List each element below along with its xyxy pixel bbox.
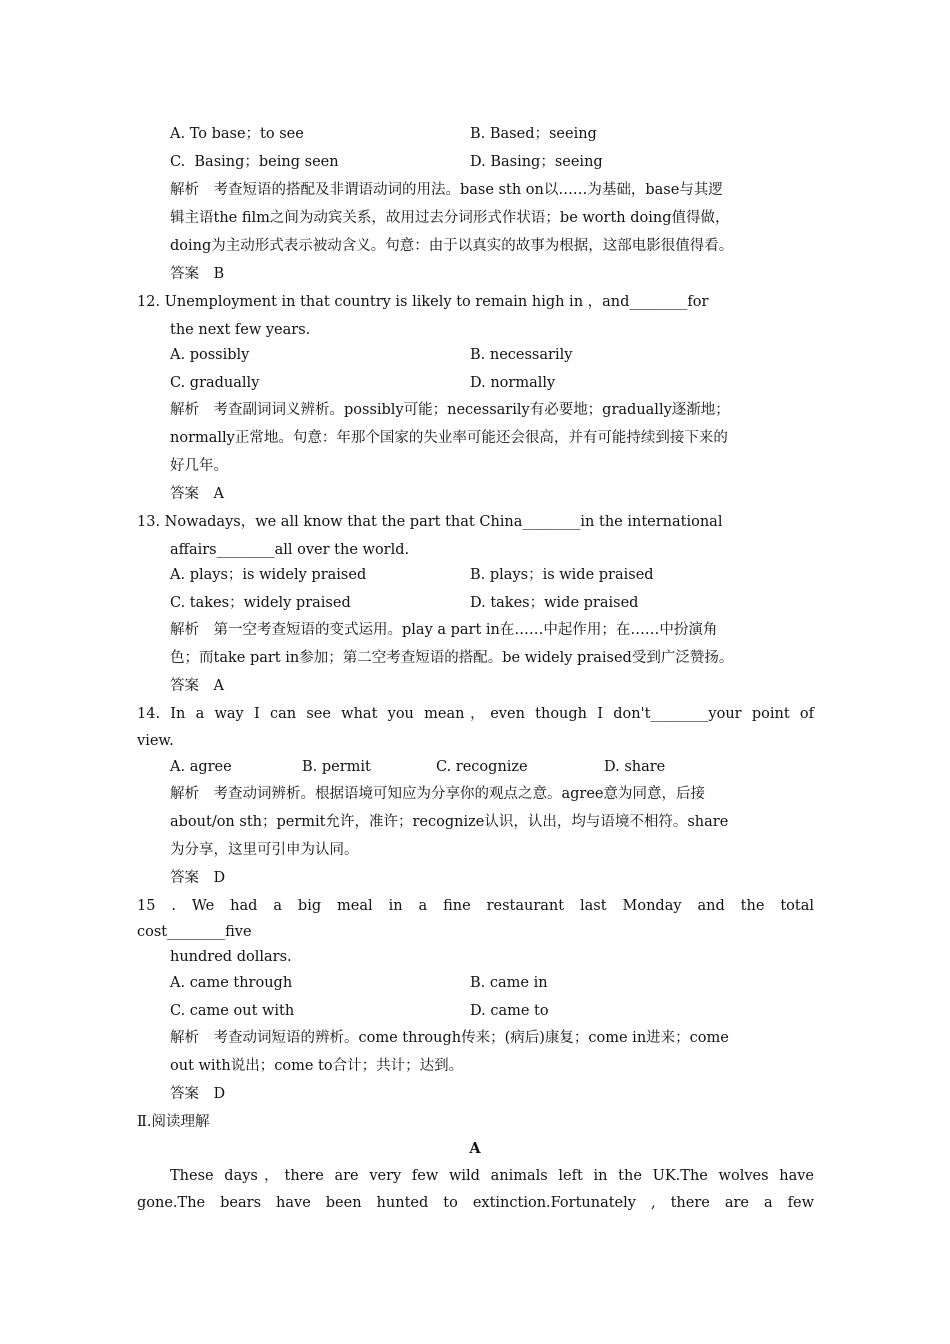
q15-option-b: B. came in xyxy=(470,975,548,991)
section-heading: Ⅱ.阅读理解 xyxy=(137,1114,210,1130)
q15-option-a: A. came through xyxy=(170,975,293,991)
q13-stem-line-2: affairs________all over the world. xyxy=(170,542,410,558)
q15-stem-line-2: cost________five xyxy=(137,924,252,940)
q13-option-d: D. takes；wide praised xyxy=(470,595,639,611)
q11-analysis-line-3: doing为主动形式表示被动含义。句意：由于以真实的故事为根据，这部电影很值得看。 xyxy=(170,238,734,254)
q14-stem-line-2: view. xyxy=(137,733,174,749)
q14-analysis-line-1: 解析 考查动词辨析。根据语境可知应为分享你的观点之意。agree意为同意，后接 xyxy=(170,786,706,802)
q15-option-c: C. came out with xyxy=(170,1003,295,1019)
q14-option-c: C. recognize xyxy=(436,759,528,775)
q15-stem-line-1: 15 . We had a big meal in a fine restaurant last Monday and the total xyxy=(137,898,814,914)
q15-stem-line-3: hundred dollars. xyxy=(170,949,292,965)
q12-analysis-line-3: 好几年。 xyxy=(170,458,228,474)
q11-analysis-line-2: 辑主语the film之间为动宾关系，故用过去分词形式作状语；be worth doing值得做， xyxy=(170,210,730,226)
q12-stem-line-1: 12. Unemployment in that country is likely to remain high in ，and________for xyxy=(137,294,709,310)
q11-option-a: A. To base；to see xyxy=(170,126,304,142)
q14-stem-line-1: 14. In a way I can see what you mean，even though I don't________your point of xyxy=(137,706,814,722)
q13-option-a: A. plays；is widely praised xyxy=(170,567,367,583)
q14-option-b: B. permit xyxy=(302,759,371,775)
q12-option-b: B. necessarily xyxy=(470,347,573,363)
passage-line-2: gone.The bears have been hunted to extinction.Fortunately , there are a few xyxy=(137,1195,814,1211)
q14-option-d: D. share xyxy=(604,759,666,775)
q13-stem-line-1: 13. Nowadays，we all know that the part that China________in the international xyxy=(137,514,723,530)
q14-analysis-line-3: 为分享，这里可引申为认同。 xyxy=(170,842,359,858)
q13-analysis-line-2: 色；而take part in参加；第二空考查短语的搭配。be widely praised受到广泛赞扬。 xyxy=(170,650,734,666)
q14-option-a: A. agree xyxy=(170,759,232,775)
q13-answer: 答案 A xyxy=(170,678,224,694)
q15-answer: 答案 D xyxy=(170,1086,226,1102)
q12-option-c: C. gradually xyxy=(170,375,260,391)
q15-option-d: D. came to xyxy=(470,1003,549,1019)
q11-analysis-line-1: 解析 考查短语的搭配及非谓语动词的用法。base sth on以……为基础，base与其逻 xyxy=(170,182,723,198)
q11-option-b: B. Based；seeing xyxy=(470,126,597,142)
q14-analysis-line-2: about/on sth；permit允许，准许；recognize认识，认出，均与语境不相符。share xyxy=(170,814,729,830)
q11-option-d: D. Basing；seeing xyxy=(470,154,603,170)
q15-analysis-line-2: out with说出；come to合计；共计；达到。 xyxy=(170,1058,464,1074)
q13-option-c: C. takes；widely praised xyxy=(170,595,351,611)
q11-option-c: C. Basing；being seen xyxy=(170,154,339,170)
q13-option-b: B. plays；is wide praised xyxy=(470,567,654,583)
q12-answer: 答案 A xyxy=(170,486,224,502)
passage-line-1: These days，there are very few wild animals left in the UK.The wolves have xyxy=(170,1168,814,1184)
q12-analysis-line-1: 解析 考查副词词义辨析。possibly可能；necessarily有必要地；gradually逐渐地； xyxy=(170,402,730,418)
q13-analysis-line-1: 解析 第一空考查短语的变式运用。play a part in在……中起作用；在……中扮演角 xyxy=(170,622,718,638)
q11-answer: 答案 B xyxy=(170,266,225,282)
passage-title: A xyxy=(469,1140,481,1157)
q12-option-a: A. possibly xyxy=(170,347,250,363)
q15-analysis-line-1: 解析 考查动词短语的辨析。come through传来；(病后)康复；come in进来；come xyxy=(170,1030,729,1046)
q12-option-d: D. normally xyxy=(470,375,556,391)
q14-answer: 答案 D xyxy=(170,870,226,886)
q12-analysis-line-2: normally正常地。句意：年那个国家的失业率可能还会很高，并有可能持续到接下来的 xyxy=(170,430,728,446)
q12-stem-line-2: the next few years. xyxy=(170,322,311,338)
